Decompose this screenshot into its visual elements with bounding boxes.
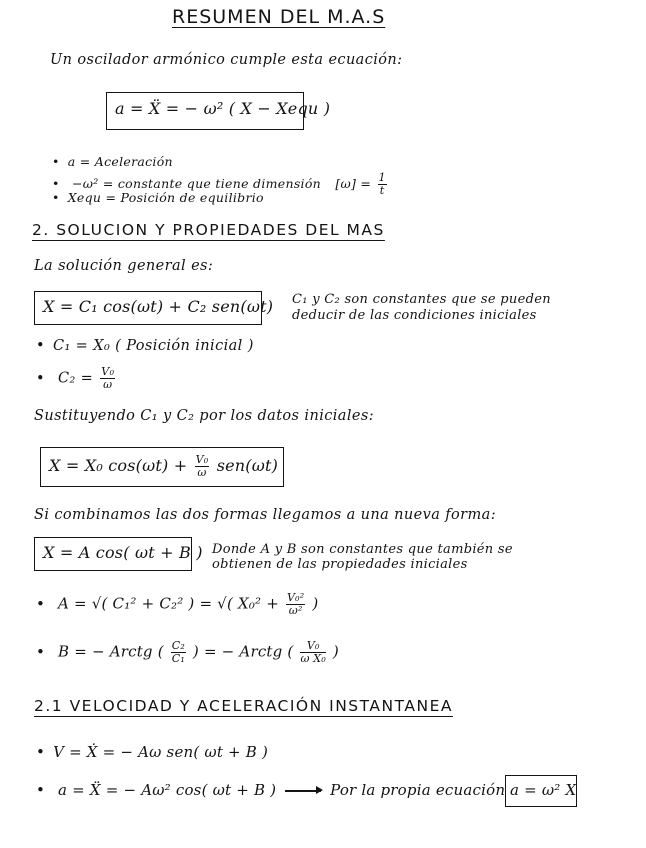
def-acceleration: • a = Aceleración: [52, 154, 173, 169]
page-title: RESUMEN DEL M.A.S: [172, 6, 386, 28]
def-constant-text: −ω² = constante que tiene dimensión: [71, 176, 322, 191]
subst-den: ω: [197, 466, 207, 479]
dimension-den: t: [379, 184, 385, 197]
c1-definition: • C₁ = X₀ ( Posición inicial ): [36, 338, 254, 354]
new-form-equation: X = A cos( ωt + B ): [34, 537, 192, 571]
dimension-fraction: [378, 172, 387, 197]
constants-note-line-1: C₁ y C₂ son constantes que se pueden: [292, 292, 551, 307]
intro-text: Un oscilador armónico cumple esta ecuación:: [50, 52, 403, 68]
velocity-formula: • V = Ẋ = − Aω sen( ωt + B ): [36, 743, 268, 761]
amplitude-den: ω²: [288, 604, 303, 617]
subst-fraction: [195, 454, 210, 479]
phase-part-b: ) = − Arctg (: [192, 642, 294, 661]
subst-part-b: sen(ωt): [216, 456, 279, 475]
phase-num-2: V₀: [300, 640, 326, 653]
acceleration-tail: Por la propia ecuación: [330, 781, 506, 799]
subst-part-a: X = X₀ cos(ωt) +: [49, 456, 188, 475]
acceleration-equation: a = Ẍ = − Aω² cos( ωt + B ): [58, 781, 277, 799]
section-2-heading: 2. SOLUCION Y PROPIEDADES DEL MAS: [32, 221, 385, 239]
new-form-note-line-2: obtienen de las propiedades iniciales: [212, 557, 468, 572]
amplitude-part-b: ): [312, 594, 319, 613]
constants-note-line-2: deducir de las condiciones iniciales: [292, 308, 537, 323]
def-equilibrium: • Xequ = Posición de equilibrio: [52, 190, 264, 205]
subst-num: V₀: [195, 453, 209, 466]
amplitude-fraction: [286, 592, 305, 617]
c2-definition: [36, 366, 117, 391]
amplitude-part-a: A = √( C₁² + C₂² ) = √( X₀² +: [58, 594, 280, 613]
phase-den-2: ω X₀: [300, 652, 326, 665]
c2-num: V₀: [101, 365, 115, 378]
general-solution-label: La solución general es:: [34, 258, 214, 274]
phase-den-1: C₁: [171, 652, 185, 665]
section-2-1-heading: 2.1 VELOCIDAD Y ACELERACIÓN INSTANTANEA: [34, 697, 453, 715]
c2-lhs: C₂ =: [57, 370, 94, 387]
amplitude-formula: [36, 592, 318, 617]
phase-num-1: C₂: [171, 639, 185, 652]
combine-label: Si combinamos las dos formas llegamos a una nueva forma:: [34, 507, 496, 523]
substitution-label: Sustituyendo C₁ y C₂ por los datos iniciales:: [34, 408, 374, 424]
c2-fraction: [100, 366, 115, 391]
general-solution-equation: X = C₁ cos(ωt) + C₂ sen(ωt): [34, 291, 262, 325]
acceleration-box: a = ω² X: [505, 775, 577, 807]
acceleration-formula: [36, 781, 505, 799]
main-equation: a = Ẍ = − ω² ( X − Xequ ): [106, 92, 304, 130]
dimension-num: 1: [378, 171, 386, 184]
c2-den: ω: [103, 378, 113, 391]
dimension-lhs: [ω] =: [335, 176, 372, 191]
right-arrow-icon: [285, 790, 321, 792]
phase-formula: [36, 640, 339, 665]
phase-part-c: ): [332, 642, 339, 661]
phase-part-a: B = − Arctg (: [58, 642, 164, 661]
amplitude-num: V₀²: [286, 591, 305, 604]
phase-fraction-1: [171, 640, 186, 665]
substituted-equation: [40, 447, 284, 487]
new-form-note: [212, 542, 513, 572]
new-form-note-line-1: Donde A y B son constantes que también se: [212, 542, 513, 557]
phase-fraction-2: [300, 640, 326, 665]
constants-note: [292, 292, 551, 324]
